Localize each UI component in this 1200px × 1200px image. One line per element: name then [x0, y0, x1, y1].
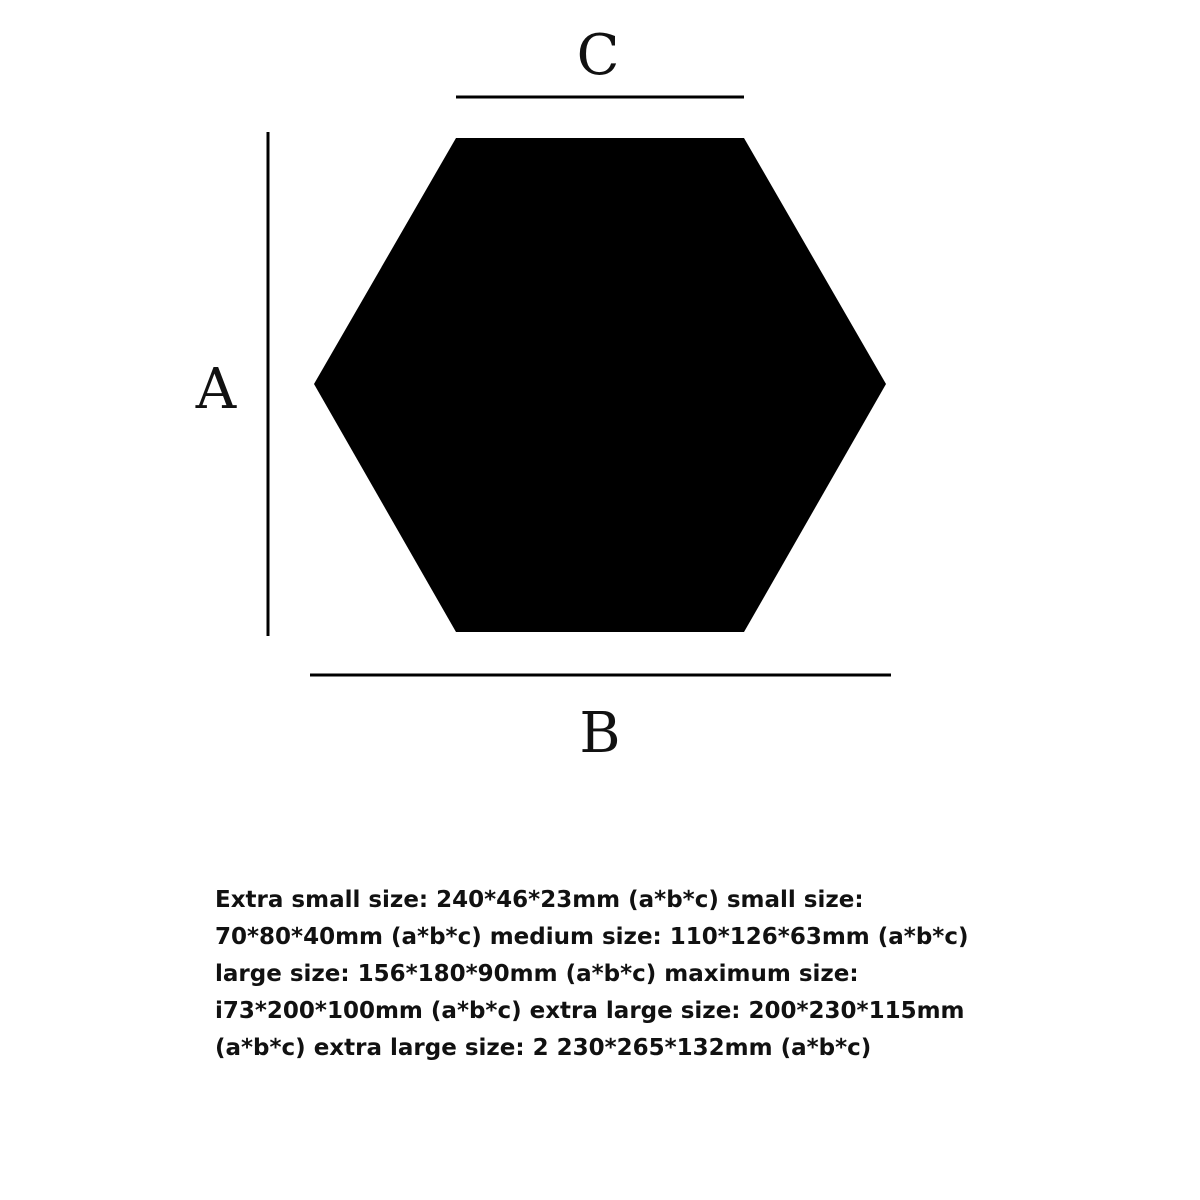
size-line: (a*b*c) extra large size: 2 230*265*132mm (a*b*c) — [215, 1035, 872, 1061]
hexagon-shape — [314, 138, 886, 632]
dimension-label-c: C — [576, 23, 620, 88]
size-line: 70*80*40mm (a*b*c) medium size: 110*126*63mm (a*b*c) — [215, 924, 969, 950]
size-line: large size: 156*180*90mm (a*b*c) maximum size: — [215, 961, 859, 987]
dimension-label-a: A — [195, 357, 237, 422]
size-line: Extra small size: 240*46*23mm (a*b*c) small size: — [215, 887, 864, 913]
size-line: i73*200*100mm (a*b*c) extra large size: 200*230*115mm — [215, 998, 965, 1024]
size-specifications — [215, 882, 975, 1067]
dimension-label-b: B — [579, 701, 621, 766]
